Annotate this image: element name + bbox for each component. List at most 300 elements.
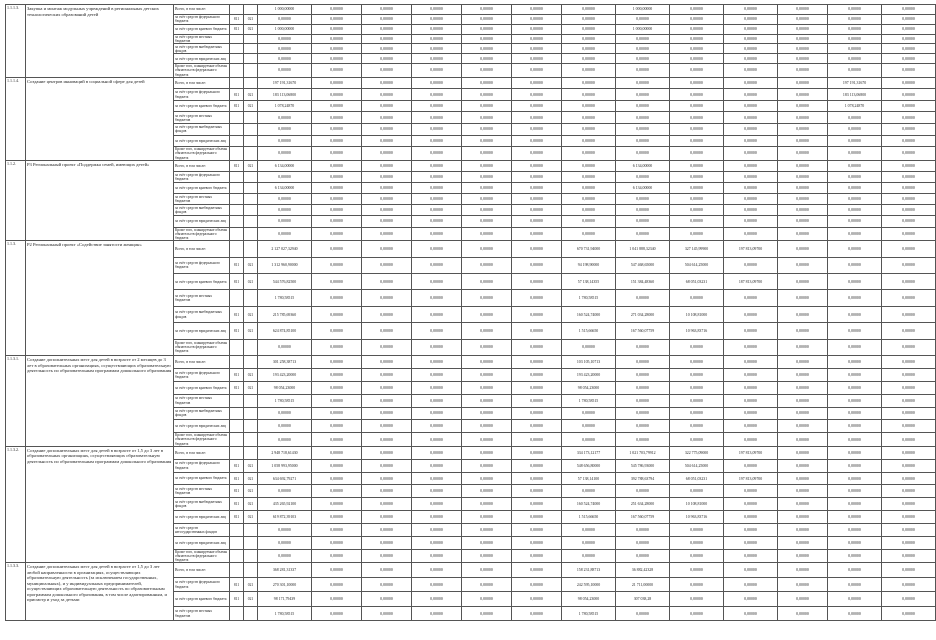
amount-cell: 0,00000	[882, 549, 936, 563]
amount-cell: 0,00000	[512, 273, 562, 289]
amount-cell: 2 127 027,32940	[258, 241, 312, 257]
amount-cell: 0,00000	[412, 536, 462, 549]
amount-cell: 160 524,74000	[562, 306, 616, 322]
amount-cell: 0,00000	[512, 194, 562, 205]
funding-source: за счёт средств краевого бюджета	[174, 381, 230, 394]
amount-cell: 0,00000	[724, 339, 778, 355]
amount-cell: 0,00000	[362, 446, 412, 459]
amount-cell: 151 384,48360	[616, 273, 670, 289]
amount-cell: 0,00000	[362, 160, 412, 171]
amount-cell: 6 134,00000	[258, 183, 312, 194]
amount-cell: 0,00000	[724, 433, 778, 447]
section-code: 021	[244, 323, 258, 339]
item-name: Создание центров инноваций в социальной сфере для детей	[26, 77, 174, 160]
budget-table	[5, 4, 936, 621]
table-row	[6, 77, 936, 89]
funding-source: Кроме того, планируемые объемы обязательств федерального бюджета	[174, 549, 230, 563]
amount-cell: 0,00000	[778, 368, 828, 381]
amount-cell: 0,00000	[828, 381, 882, 394]
amount-cell: 0,00000	[562, 112, 616, 124]
amount-cell: 0,00000	[828, 216, 882, 227]
amount-cell: 0,00000	[462, 306, 512, 322]
amount-cell: 6 134,00000	[616, 183, 670, 194]
amount-cell: 0,00000	[724, 563, 778, 578]
amount-cell: 0,00000	[616, 549, 670, 563]
amount-cell: 0,00000	[828, 459, 882, 472]
funding-source: за счёт средств юридических лиц	[174, 135, 230, 147]
amount-cell: 193 423,20000	[258, 368, 312, 381]
amount-cell: 0,00000	[724, 194, 778, 205]
amount-cell: 0,00000	[724, 536, 778, 549]
amount-cell: 0,00000	[562, 14, 616, 24]
amount-cell: 0,00000	[462, 420, 512, 433]
amount-cell: 0,00000	[512, 459, 562, 472]
amount-cell: 0,00000	[670, 24, 724, 34]
amount-cell: 0,00000	[312, 472, 362, 485]
amount-cell: 0,00000	[828, 407, 882, 420]
amount-cell: 0,00000	[616, 135, 670, 147]
amount-cell: 0,00000	[412, 394, 462, 407]
amount-cell: 0,00000	[616, 100, 670, 112]
amount-cell: 0,00000	[882, 446, 936, 459]
amount-cell: 0,00000	[412, 34, 462, 44]
amount-cell: 0,00000	[828, 420, 882, 433]
amount-cell: 0,00000	[412, 339, 462, 355]
amount-cell: 0,00000	[882, 472, 936, 485]
amount-cell: 0,00000	[882, 536, 936, 549]
funding-source: за счёт средств юридических лиц	[174, 511, 230, 524]
amount-cell: 0,00000	[412, 124, 462, 136]
amount-cell: 0,00000	[412, 24, 462, 34]
amount-cell: 0,00000	[828, 511, 882, 524]
amount-cell: 0,00000	[412, 524, 462, 537]
amount-cell: 327 145,99900	[670, 241, 724, 257]
funding-source: за счёт средств внебюджетных фондов	[174, 124, 230, 136]
amount-cell: 0,00000	[362, 171, 412, 182]
amount-cell: 0,00000	[258, 549, 312, 563]
amount-cell: 0,00000	[412, 459, 462, 472]
amount-cell: 0,00000	[412, 306, 462, 322]
amount-cell: 0,00000	[412, 606, 462, 621]
amount-cell: 0,00000	[828, 394, 882, 407]
amount-cell: 0,00000	[312, 124, 362, 136]
amount-cell: 0,00000	[778, 524, 828, 537]
amount-cell: 0,00000	[670, 64, 724, 78]
amount-cell: 0,00000	[882, 407, 936, 420]
amount-cell: 1 780,58515	[258, 606, 312, 621]
section-code	[244, 227, 258, 241]
amount-cell: 0,00000	[512, 205, 562, 216]
amount-cell: 0,00000	[312, 536, 362, 549]
amount-cell: 271 034,28000	[616, 306, 670, 322]
amount-cell: 0,00000	[312, 24, 362, 34]
amount-cell: 0,00000	[828, 257, 882, 273]
amount-cell: 0,00000	[512, 536, 562, 549]
amount-cell: 0,00000	[512, 124, 562, 136]
amount-cell: 0,00000	[412, 563, 462, 578]
amount-cell: 21 711,00000	[616, 577, 670, 592]
amount-cell: 0,00000	[670, 112, 724, 124]
table-row	[6, 241, 936, 257]
funding-source: за счёт средств федерального бюджета	[174, 577, 230, 592]
amount-cell: 0,00000	[778, 44, 828, 54]
grbs-code	[230, 44, 244, 54]
amount-cell: 10 108,81000	[670, 306, 724, 322]
amount-cell: 1 078,24870	[258, 100, 312, 112]
amount-cell: 0,00000	[882, 592, 936, 607]
section-code	[244, 124, 258, 136]
amount-cell: 0,00000	[362, 100, 412, 112]
amount-cell: 0,00000	[258, 54, 312, 64]
amount-cell: 98 054,23000	[258, 381, 312, 394]
amount-cell: 0,00000	[670, 89, 724, 101]
item-code: 1.1.2.	[6, 160, 26, 240]
amount-cell: 0,00000	[512, 54, 562, 64]
amount-cell: 0,00000	[312, 407, 362, 420]
grbs-code	[230, 54, 244, 64]
amount-cell: 0,00000	[616, 205, 670, 216]
amount-cell: 0,00000	[512, 290, 562, 306]
amount-cell: 0,00000	[512, 183, 562, 194]
amount-cell: 0,00000	[362, 273, 412, 289]
amount-cell: 0,00000	[724, 147, 778, 161]
amount-cell: 0,00000	[724, 420, 778, 433]
amount-cell: 0,00000	[362, 124, 412, 136]
amount-cell: 0,00000	[462, 407, 512, 420]
amount-cell: 0,00000	[258, 64, 312, 78]
amount-cell: 0,00000	[828, 446, 882, 459]
amount-cell: 0,00000	[258, 433, 312, 447]
amount-cell: 0,00000	[512, 433, 562, 447]
amount-cell: 0,00000	[362, 563, 412, 578]
amount-cell: 0,00000	[512, 549, 562, 563]
amount-cell: 0,00000	[512, 100, 562, 112]
funding-source: Всего, в том числе:	[174, 77, 230, 89]
amount-cell: 0,00000	[312, 160, 362, 171]
amount-cell: 0,00000	[462, 563, 512, 578]
amount-cell: 0,00000	[616, 420, 670, 433]
amount-cell: 0,00000	[616, 339, 670, 355]
amount-cell: 0,00000	[312, 5, 362, 15]
amount-cell: 0,00000	[462, 536, 512, 549]
amount-cell: 0,00000	[562, 100, 616, 112]
amount-cell: 0,00000	[412, 511, 462, 524]
amount-cell: 0,00000	[362, 485, 412, 498]
amount-cell: 0,00000	[562, 77, 616, 89]
amount-cell: 0,00000	[412, 273, 462, 289]
amount-cell: 0,00000	[312, 394, 362, 407]
amount-cell: 619 872,39103	[258, 511, 312, 524]
amount-cell: 0,00000	[828, 124, 882, 136]
amount-cell: 0,00000	[258, 407, 312, 420]
grbs-code: 811	[230, 100, 244, 112]
amount-cell: 0,00000	[512, 577, 562, 592]
amount-cell: 0,00000	[312, 257, 362, 273]
amount-cell: 0,00000	[512, 306, 562, 322]
grbs-code: 811	[230, 511, 244, 524]
amount-cell: 197 813,09700	[724, 472, 778, 485]
amount-cell: 0,00000	[828, 339, 882, 355]
amount-cell: 0,00000	[670, 124, 724, 136]
amount-cell: 183 113,06800	[828, 89, 882, 101]
amount-cell: 0,00000	[616, 536, 670, 549]
funding-source: за счёт средств юридических лиц	[174, 216, 230, 227]
amount-cell: 624 874,85100	[258, 323, 312, 339]
funding-source: за счёт средств краевого бюджета	[174, 472, 230, 485]
grbs-code	[230, 549, 244, 563]
amount-cell: 0,00000	[362, 290, 412, 306]
amount-cell: 0,00000	[562, 549, 616, 563]
funding-source: за счёт средств юридических лиц	[174, 323, 230, 339]
amount-cell: 0,00000	[670, 34, 724, 44]
amount-cell: 0,00000	[882, 183, 936, 194]
amount-cell: 0,00000	[724, 100, 778, 112]
amount-cell: 0,00000	[778, 89, 828, 101]
amount-cell: 0,00000	[312, 216, 362, 227]
amount-cell: 1 312 960,90000	[258, 257, 312, 273]
amount-cell: 0,00000	[562, 339, 616, 355]
amount-cell: 0,00000	[412, 446, 462, 459]
funding-source: Кроме того, планируемые объемы обязательств федерального бюджета	[174, 339, 230, 355]
amount-cell: 0,00000	[512, 563, 562, 578]
amount-cell: 0,00000	[462, 446, 512, 459]
section-code	[244, 536, 258, 549]
section-code	[244, 524, 258, 537]
amount-cell: 0,00000	[670, 290, 724, 306]
item-name: Создание дополнительных мест для детей в возрасте от 2 месяцев до 3 лет в образовательных организациях, осуществляющих образовательную деятельность по образовательным программам дошкольного образования	[26, 356, 174, 447]
funding-source: Кроме того, планируемые объемы обязательств федерального бюджета	[174, 147, 230, 161]
amount-cell: 392 788,63794	[616, 472, 670, 485]
amount-cell: 0,00000	[724, 323, 778, 339]
amount-cell: 0,00000	[616, 381, 670, 394]
amount-cell: 0,00000	[362, 194, 412, 205]
amount-cell: 0,00000	[462, 64, 512, 78]
amount-cell: 0,00000	[778, 339, 828, 355]
amount-cell: 0,00000	[670, 14, 724, 24]
amount-cell: 68 051,03231	[670, 273, 724, 289]
funding-source: за счёт средств краевого бюджета	[174, 24, 230, 34]
amount-cell: 0,00000	[828, 24, 882, 34]
section-code	[244, 5, 258, 15]
funding-source: за счёт средств краевого бюджета	[174, 183, 230, 194]
funding-source: за счёт средств местных бюджетов	[174, 290, 230, 306]
grbs-code: 811	[230, 472, 244, 485]
amount-cell: 0,00000	[778, 241, 828, 257]
amount-cell: 0,00000	[616, 485, 670, 498]
amount-cell: 0,00000	[462, 44, 512, 54]
amount-cell: 0,00000	[362, 459, 412, 472]
item-name: Р3 Региональный проект «Поддержка семей, имеющих детей»	[26, 160, 174, 240]
amount-cell: 0,00000	[724, 112, 778, 124]
amount-cell: 0,00000	[670, 563, 724, 578]
amount-cell: 0,00000	[462, 433, 512, 447]
amount-cell: 0,00000	[362, 524, 412, 537]
amount-cell: 187 813,09700	[724, 273, 778, 289]
amount-cell: 0,00000	[724, 524, 778, 537]
amount-cell: 0,00000	[778, 511, 828, 524]
grbs-code: 811	[230, 485, 244, 498]
amount-cell: 0,00000	[778, 227, 828, 241]
amount-cell: 0,00000	[312, 356, 362, 369]
section-code: 021	[244, 24, 258, 34]
funding-source: Всего, в том числе:	[174, 563, 230, 578]
amount-cell: 0,00000	[462, 339, 512, 355]
amount-cell: 0,00000	[882, 394, 936, 407]
amount-cell: 0,00000	[562, 34, 616, 44]
funding-source: Всего, в том числе:	[174, 5, 230, 15]
amount-cell: 0,00000	[512, 112, 562, 124]
amount-cell: 334 173,12177	[562, 446, 616, 459]
funding-source: Всего, в том числе:	[174, 356, 230, 369]
amount-cell: 0,00000	[778, 5, 828, 15]
amount-cell: 0,00000	[616, 433, 670, 447]
amount-cell: 0,00000	[512, 592, 562, 607]
amount-cell: 0,00000	[512, 420, 562, 433]
grbs-code	[230, 124, 244, 136]
grbs-code	[230, 64, 244, 78]
amount-cell: 68 051,03231	[670, 472, 724, 485]
amount-cell: 0,00000	[670, 420, 724, 433]
amount-cell: 0,00000	[616, 14, 670, 24]
amount-cell: 0,00000	[882, 112, 936, 124]
amount-cell: 0,00000	[312, 34, 362, 44]
amount-cell: 0,00000	[412, 549, 462, 563]
amount-cell: 0,00000	[778, 592, 828, 607]
amount-cell: 0,00000	[778, 77, 828, 89]
amount-cell: 0,00000	[412, 14, 462, 24]
amount-cell: 1 000,00000	[616, 24, 670, 34]
amount-cell: 0,00000	[778, 290, 828, 306]
amount-cell: 1 000,00000	[258, 5, 312, 15]
amount-cell: 242 595,10000	[562, 577, 616, 592]
amount-cell: 0,00000	[724, 485, 778, 498]
amount-cell: 0,00000	[362, 394, 412, 407]
amount-cell: 0,00000	[512, 472, 562, 485]
amount-cell: 0,00000	[258, 339, 312, 355]
amount-cell: 0,00000	[562, 124, 616, 136]
amount-cell: 0,00000	[724, 54, 778, 64]
amount-cell: 0,00000	[362, 511, 412, 524]
amount-cell: 0,00000	[670, 433, 724, 447]
amount-cell: 0,00000	[512, 24, 562, 34]
amount-cell: 0,00000	[882, 563, 936, 578]
amount-cell: 0,00000	[362, 407, 412, 420]
table-row	[6, 5, 936, 15]
amount-cell: 0,00000	[312, 44, 362, 54]
amount-cell: 0,00000	[562, 160, 616, 171]
amount-cell: 0,00000	[562, 536, 616, 549]
grbs-code	[230, 205, 244, 216]
amount-cell: 0,00000	[312, 524, 362, 537]
grbs-code	[230, 147, 244, 161]
amount-cell: 0,00000	[362, 592, 412, 607]
amount-cell: 0,00000	[882, 323, 936, 339]
amount-cell: 0,00000	[724, 394, 778, 407]
amount-cell: 0,00000	[670, 536, 724, 549]
amount-cell: 0,00000	[562, 194, 616, 205]
funding-source: Кроме того, планируемые объемы обязательств федерального бюджета	[174, 433, 230, 447]
amount-cell: 0,00000	[412, 89, 462, 101]
funding-source: за счёт средств местных бюджетов	[174, 112, 230, 124]
amount-cell: 0,00000	[724, 511, 778, 524]
funding-source: за счёт средств внебюджетных фондов	[174, 306, 230, 322]
amount-cell: 0,00000	[462, 24, 512, 34]
amount-cell: 0,00000	[412, 407, 462, 420]
amount-cell: 0,00000	[670, 606, 724, 621]
amount-cell: 0,00000	[778, 124, 828, 136]
amount-cell: 36 882,42328	[616, 563, 670, 578]
amount-cell: 0,00000	[462, 160, 512, 171]
section-code	[244, 183, 258, 194]
amount-cell: 0,00000	[882, 160, 936, 171]
amount-cell: 0,00000	[258, 485, 312, 498]
amount-cell: 0,00000	[462, 524, 512, 537]
funding-source: за счёт средств внебюджетных фондов	[174, 205, 230, 216]
amount-cell: 0,00000	[724, 227, 778, 241]
amount-cell: 0,00000	[616, 171, 670, 182]
amount-cell: 0,00000	[258, 14, 312, 24]
grbs-code: 811	[230, 89, 244, 101]
amount-cell: 0,00000	[412, 368, 462, 381]
amount-cell: 193 423,20000	[562, 368, 616, 381]
amount-cell: 0,00000	[778, 420, 828, 433]
grbs-code	[230, 112, 244, 124]
amount-cell: 0,00000	[670, 205, 724, 216]
amount-cell: 0,00000	[412, 420, 462, 433]
amount-cell: 0,00000	[882, 194, 936, 205]
amount-cell: 160 524,74000	[562, 498, 616, 511]
amount-cell: 0,00000	[562, 64, 616, 78]
amount-cell: 0,00000	[412, 147, 462, 161]
amount-cell: 1 780,58515	[562, 394, 616, 407]
amount-cell: 0,00000	[362, 54, 412, 64]
amount-cell: 1 041 888,32340	[616, 241, 670, 257]
amount-cell: 0,00000	[828, 323, 882, 339]
amount-cell: 0,00000	[512, 394, 562, 407]
amount-cell: 0,00000	[828, 368, 882, 381]
amount-cell: 0,00000	[512, 407, 562, 420]
amount-cell: 0,00000	[778, 183, 828, 194]
section-code	[244, 34, 258, 44]
amount-cell: 0,00000	[778, 549, 828, 563]
amount-cell: 0,00000	[616, 368, 670, 381]
grbs-code	[230, 420, 244, 433]
amount-cell: 0,00000	[362, 24, 412, 34]
amount-cell: 0,00000	[616, 606, 670, 621]
amount-cell: 0,00000	[362, 433, 412, 447]
funding-source: за счёт средств юридических лиц	[174, 54, 230, 64]
amount-cell: 0,00000	[462, 577, 512, 592]
amount-cell: 0,00000	[512, 446, 562, 459]
amount-cell: 548 656,80000	[562, 459, 616, 472]
section-code	[244, 290, 258, 306]
amount-cell: 0,00000	[312, 205, 362, 216]
amount-cell: 0,00000	[362, 339, 412, 355]
table-row	[6, 563, 936, 578]
amount-cell: 0,00000	[670, 100, 724, 112]
amount-cell: 270 301,10000	[258, 577, 312, 592]
section-code	[244, 563, 258, 578]
amount-cell: 0,00000	[882, 433, 936, 447]
amount-cell: 0,00000	[882, 34, 936, 44]
funding-source: за счёт средств внебюджетных фондов	[174, 44, 230, 54]
amount-cell: 0,00000	[778, 472, 828, 485]
grbs-code: 811	[230, 323, 244, 339]
amount-cell: 368 281,31337	[258, 563, 312, 578]
amount-cell: 0,00000	[412, 472, 462, 485]
amount-cell: 0,00000	[462, 549, 512, 563]
section-code	[244, 54, 258, 64]
